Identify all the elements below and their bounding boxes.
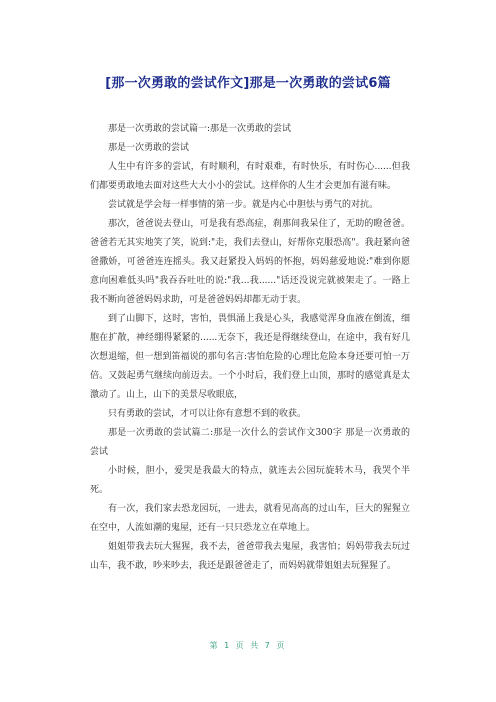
paragraph: 那是一次勇敢的尝试篇一:那是一次勇敢的尝试 <box>108 124 292 134</box>
paragraph: 到了山脚下，这时，害怕，畏惧涌上我是心头，我感觉浑身血液在倒流，细胞在扩散，神经绷得紧紧的......无奈下，我还是得继续登山，在途中，我有好几次想退缩，但一想到笛福说的那句名言:害怕危险的心理比危险本身还要可怕一万倍。又鼓起勇气继续向前迈去。一个小时后，我们登上山顶，那时的感觉真是太激动了。山上，山下的美景尽收眼底， <box>90 314 410 400</box>
paragraph: 小时候，胆小，爱哭是我最大的特点，就连去公园玩旋转木马，我哭个半死。 <box>90 466 410 495</box>
document-title: [那一次勇敢的尝试作文]那是一次勇敢的尝试6篇 <box>105 76 391 91</box>
paragraph: 人生中有许多的尝试，有时顺利，有时艰难，有时快乐，有时伤心......但我们都要勇敢地去面对这些大大小小的尝试。这样你的人生才会更加有滋有味。 <box>90 162 410 191</box>
paragraph: 那是一次勇敢的尝试篇二:那是一次什么的尝试作文300字 那是一次勇敢的尝试 <box>90 428 410 457</box>
paragraph: 尝试就是学会每一样事情的第一步。就是内心中胆怯与勇气的对抗。 <box>108 200 379 210</box>
paragraph: 有一次，我们家去恐龙园玩，一进去，就看见高高的过山车，巨大的猩猩立在空中，人流如潮的鬼屋，还有一只只恐龙立在草地上。 <box>90 504 410 533</box>
paragraph: 姐姐带我去玩大猩猩，我不去，爸爸带我去鬼屋，我害怕；妈妈带我去玩过山车，我不敢，吵来吵去，我还是跟爸爸走了，而妈妈就带姐姐去玩猩猩了。 <box>90 542 410 571</box>
page-indicator: 第 1 页 共 7 页 <box>209 641 287 650</box>
paragraph: 那次，爸爸说去登山，可是我有恐高症，刹那间我呆住了，无助的瞪爸爸。爸爸若无其实地笑了笑，说到:"走，我们去登山，好帮你克服恐高"。我赶紧向爸爸撒娇，可爸爸连连摇头。我又赶紧投入妈妈的怀抱，妈妈慈爱地说:"难到你愿意向困难低头吗"我吞吞吐吐的说:"我...我......"话还没说完就被架走了。一路上我不断向爸爸妈妈求助，可是爸爸妈妈却都无动于衷。 <box>90 219 410 305</box>
paragraph: 那是一次勇敢的尝试 <box>108 143 190 153</box>
document-body <box>90 120 410 576</box>
paragraph: 只有勇敢的尝试，才可以让你有意想不到的收获。 <box>108 409 307 419</box>
